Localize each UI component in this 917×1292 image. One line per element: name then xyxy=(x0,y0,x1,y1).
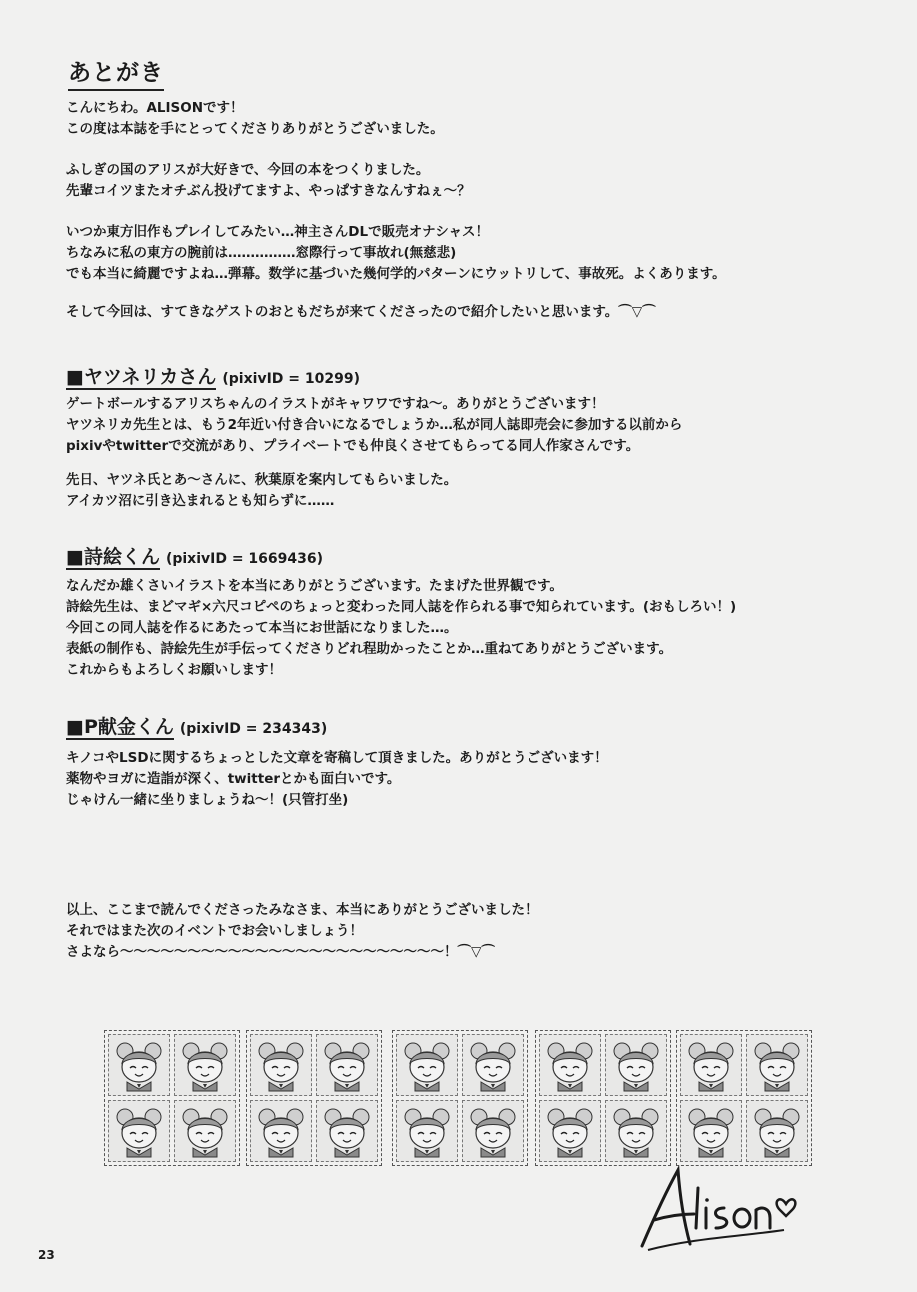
text-line: さよなら～～～～～～～～～～～～～～～～～～～～～～～～！⌒▽⌒ xyxy=(66,944,495,960)
text-line: それではまた次のイベントでお会いしましょう！ xyxy=(66,923,363,939)
page-title: あとがき xyxy=(68,54,164,91)
guest-text-shie xyxy=(66,576,736,681)
text-line: この度は本誌を手にとってくださりありがとうございました。 xyxy=(66,121,444,137)
guest-text-yatsunerika xyxy=(66,394,682,457)
chibi-alice-illustration xyxy=(316,1100,378,1162)
chibi-alice-illustration xyxy=(462,1034,524,1096)
text-line: pixivやtwitterで交流があり、プライベートでも仲良くさせてもらってる同人作家さんです。 xyxy=(66,438,640,454)
paragraph-guests-intro xyxy=(66,302,656,323)
guest-name: ■ヤツネリカさん xyxy=(66,366,217,388)
guest-heading-yatsunerika xyxy=(66,362,360,389)
text-line: アイカツ沼に引き込まれるとも知らずに…… xyxy=(66,493,335,509)
chibi-alice-illustration xyxy=(605,1034,667,1096)
chibi-alice-illustration xyxy=(250,1100,312,1162)
text-line: ふしぎの国のアリスが大好きで、今回の本をつくりました。 xyxy=(66,162,430,178)
page-number: 23 xyxy=(38,1248,55,1262)
chibi-alice-illustration xyxy=(174,1100,236,1162)
text-line: キノコやLSDに関するちょっとした文章を寄稿して頂きました。ありがとうございます！ xyxy=(66,750,608,766)
chibi-alice-illustration xyxy=(680,1034,742,1096)
chibi-alice-illustration xyxy=(746,1034,808,1096)
chibi-alice-illustration xyxy=(605,1100,667,1162)
guest-pixiv-id: (pixivID = 1669436) xyxy=(165,551,324,567)
chibi-alice-illustration xyxy=(316,1034,378,1096)
guest-pixiv-id: (pixivID = 234343) xyxy=(179,721,328,737)
guest-text-pkenkin xyxy=(66,748,608,811)
paragraph-touhou xyxy=(66,222,726,285)
chibi-alice-illustration xyxy=(174,1034,236,1096)
text-line: ヤツネリカ先生とは、もう2年近い付き合いになるでしょうか…私が同人誌即売会に参加する以前から xyxy=(66,417,683,433)
text-line: 薬物やヨガに造詣が深く、twitterとかも面白いです。 xyxy=(66,771,401,787)
chibi-alice-illustration xyxy=(680,1100,742,1162)
chibi-alice-illustration xyxy=(746,1100,808,1162)
text-line: 表紙の制作も、詩絵先生が手伝ってくださりどれ程助かったことか…重ねてありがとうございます。 xyxy=(66,641,673,657)
chibi-alice-illustration xyxy=(108,1034,170,1096)
text-line: 詩絵先生は、まどマギ×六尺コピペのちょっと変わった同人誌を作られる事で知られています。(おもしろい！) xyxy=(66,599,737,615)
text-line: そして今回は、すてきなゲストのおともだちが来てくださったので紹介したいと思います。⌒▽⌒ xyxy=(66,304,656,320)
signature-image xyxy=(634,1158,804,1258)
illustration-grid xyxy=(104,1030,240,1166)
text-line: 今回この同人誌を作るにあたって本当にお世話になりました…。 xyxy=(66,620,458,636)
text-line: いつか東方旧作もプレイしてみたい…神主さんDLで販売オナシャス！ xyxy=(66,224,490,240)
chibi-alice-illustration xyxy=(396,1034,458,1096)
illustration-grid xyxy=(535,1030,671,1166)
text-line: これからもよろしくお願いします！ xyxy=(66,662,282,678)
paragraph-alice xyxy=(66,160,471,202)
text-line: じゃけん一緒に坐りましょうね～！(只管打坐) xyxy=(66,792,349,808)
guest-text-yatsunerika-2 xyxy=(66,470,457,512)
closing-paragraph xyxy=(66,900,539,963)
illustration-grid xyxy=(246,1030,382,1166)
chibi-alice-illustration xyxy=(250,1034,312,1096)
guest-heading-shie xyxy=(66,542,323,569)
text-line: 先輩コイツまたオチぶん投げてますよ、やっぱすきなんすねぇ～？ xyxy=(66,183,471,199)
text-line: でも本当に綺麗ですよね…弾幕。数学に基づいた幾何学的パターンにウットリして、事故死。よくあります。 xyxy=(66,266,726,282)
chibi-alice-illustration xyxy=(108,1100,170,1162)
guest-name: ■詩絵くん xyxy=(66,546,160,568)
text-line: ゲートボールするアリスちゃんのイラストがキャワワですね～。ありがとうございます！ xyxy=(66,396,605,412)
text-line: ちなみに私の東方の腕前は……………窓際行って事故れ(無慈悲) xyxy=(66,245,457,261)
text-line: 以上、ここまで読んでくださったみなさま、本当にありがとうございました！ xyxy=(66,902,539,918)
text-line: こんにちわ。ALISONです！ xyxy=(66,100,244,116)
guest-heading-pkenkin xyxy=(66,712,327,739)
chibi-alice-illustration xyxy=(396,1100,458,1162)
guest-name: ■P献金くん xyxy=(66,716,174,738)
chibi-alice-illustration xyxy=(539,1034,601,1096)
chibi-alice-illustration xyxy=(539,1100,601,1162)
guest-pixiv-id: (pixivID = 10299) xyxy=(222,371,360,387)
illustration-grid xyxy=(676,1030,812,1166)
intro-paragraph xyxy=(66,98,444,140)
text-line: なんだか雄くさいイラストを本当にありがとうございます。たまげた世界観です。 xyxy=(66,578,563,594)
illustration-grid xyxy=(392,1030,528,1166)
text-line: 先日、ヤツネ氏とあ～さんに、秋葉原を案内してもらいました。 xyxy=(66,472,458,488)
chibi-alice-illustration xyxy=(462,1100,524,1162)
